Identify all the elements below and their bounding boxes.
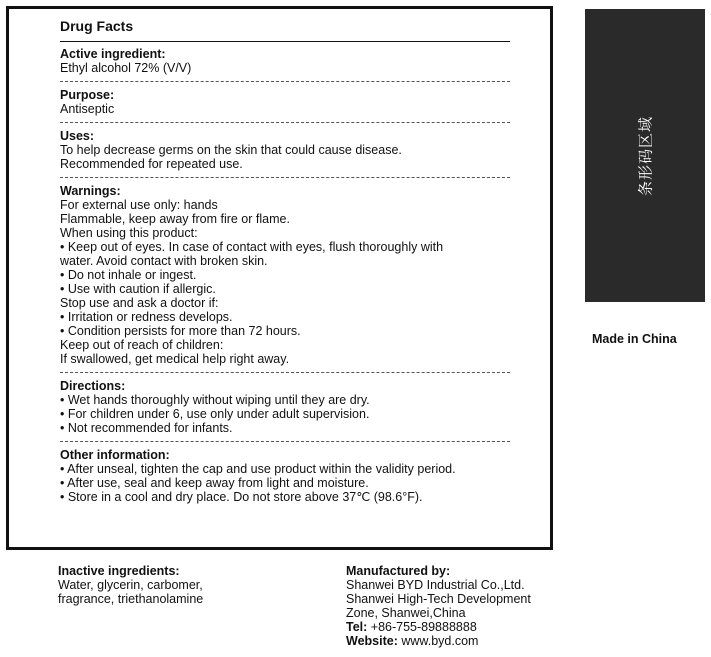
tel-label: Tel: (346, 620, 368, 634)
active-ingredient-line: Ethyl alcohol 72% (V/V) (60, 61, 192, 75)
made-in-label: Made in China (592, 332, 677, 346)
warnings-item: • Irritation or redness develops. (60, 310, 233, 324)
directions-heading: Directions: (60, 379, 126, 393)
section-divider (60, 122, 510, 123)
manufacturer-tel (346, 620, 606, 634)
section-divider (60, 177, 510, 178)
warnings-heading: Warnings: (60, 184, 121, 198)
uses-line: To help decrease germs on the skin that could cause disease. (60, 143, 402, 157)
manufacturer-website (346, 634, 606, 648)
tel-value: +86-755-89888888 (367, 620, 477, 634)
other-information-item: • After unseal, tighten the cap and use product within the validity period. (60, 462, 456, 476)
section-uses (60, 129, 510, 171)
inactive-ingredients-heading: Inactive ingredients: (58, 564, 180, 578)
barcode-area-label: 条形码区域 (636, 115, 655, 196)
section-purpose (60, 88, 510, 116)
other-information-heading: Other information: (60, 448, 170, 462)
section-other-information (60, 448, 510, 504)
purpose-heading: Purpose: (60, 88, 115, 102)
warnings-item: • Keep out of eyes. In case of contact with eyes, flush thoroughly with (60, 240, 444, 254)
manufacturer-line: Zone, Shanwei,China (346, 606, 466, 620)
section-divider (60, 81, 510, 82)
warnings-line: Flammable, keep away from fire or flame. (60, 212, 290, 226)
directions-item: • For children under 6, use only under adult supervision. (60, 407, 370, 421)
website-label: Website: (346, 634, 398, 648)
purpose-line: Antiseptic (60, 102, 115, 116)
drug-facts-panel (6, 6, 553, 550)
other-information-item: • Store in a cool and dry place. Do not store above 37℃ (98.6°F). (60, 490, 423, 504)
warnings-line: For external use only: hands (60, 198, 218, 212)
warnings-item: water. Avoid contact with broken skin. (60, 254, 268, 268)
inactive-ingredients-line: Water, glycerin, carbomer, (58, 578, 203, 592)
manufacturer-heading: Manufactured by: (346, 564, 451, 578)
keep-out-text: If swallowed, get medical help right away. (60, 352, 290, 366)
website-value: www.byd.com (397, 634, 479, 648)
manufacturer-line: Shanwei High-Tech Development (346, 592, 531, 606)
stop-use-subheading: Stop use and ask a doctor if: (60, 296, 219, 310)
active-ingredient-heading: Active ingredient: (60, 47, 166, 61)
drug-facts-content (60, 17, 510, 504)
keep-out-subheading: Keep out of reach of children: (60, 338, 224, 352)
directions-item: • Wet hands thoroughly without wiping until they are dry. (60, 393, 370, 407)
section-directions (60, 379, 510, 435)
other-information-item: • After use, seal and keep away from light and moisture. (60, 476, 369, 490)
section-divider (60, 372, 510, 373)
uses-heading: Uses: (60, 129, 95, 143)
directions-item: • Not recommended for infants. (60, 421, 233, 435)
drug-facts-title: Drug Facts (60, 18, 134, 34)
warnings-item: • Use with caution if allergic. (60, 282, 216, 296)
manufacturer-line: Shanwei BYD Industrial Co.,Ltd. (346, 578, 525, 592)
inactive-ingredients-block (58, 564, 318, 606)
title-divider (60, 41, 510, 42)
section-active-ingredient (60, 47, 510, 75)
manufacturer-block (346, 564, 606, 648)
warnings-item: • Condition persists for more than 72 hours. (60, 324, 301, 338)
section-warnings (60, 184, 510, 366)
section-divider (60, 441, 510, 442)
inactive-ingredients-line: fragrance, triethanolamine (58, 592, 204, 606)
when-using-subheading: When using this product: (60, 226, 198, 240)
uses-line: Recommended for repeated use. (60, 157, 243, 171)
barcode-area (585, 9, 705, 302)
warnings-item: • Do not inhale or ingest. (60, 268, 197, 282)
